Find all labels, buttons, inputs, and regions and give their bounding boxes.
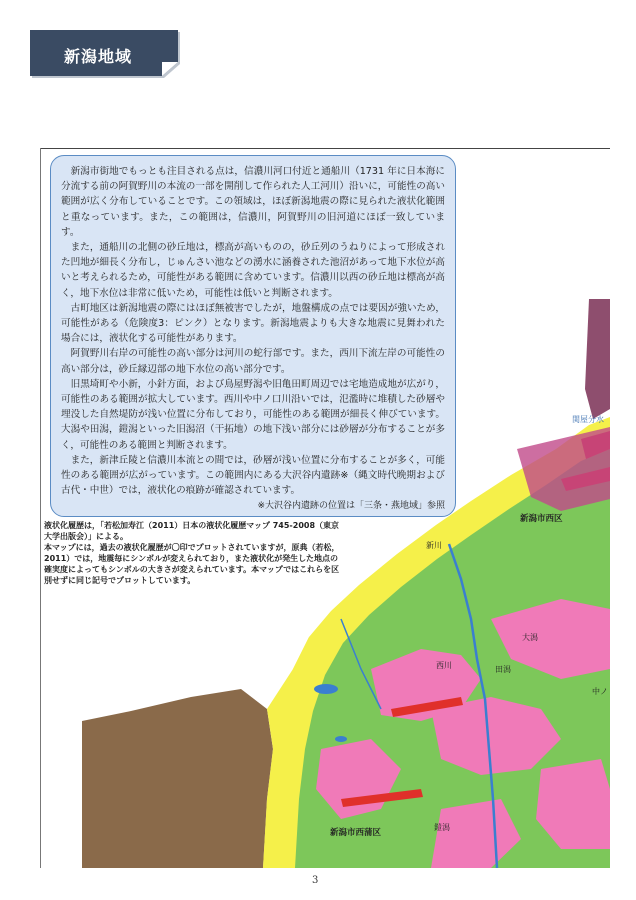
- section-banner: [30, 30, 182, 80]
- label-yoroigata: 鎧潟: [434, 823, 450, 832]
- paragraph: 旧黒埼町や小新，小針方面，および鳥屋野潟や旧亀田町周辺では宅地造成地が広がり，可能性のある範囲が拡大しています。西川や中ノ口川沿いでは，氾濫時に堆積した砂層や埋没した自然堤防が浅い位置に分布しており，可能性のある範囲が細長く伸びています。大潟や田潟，鎧潟といった旧潟沼（干拓地）の地下浅い部分には砂層が分布することが多く，可能性のある範囲と判断されます。: [61, 378, 445, 451]
- label-agano-bunsui: 関屋分水: [572, 415, 604, 424]
- label-nakanokuchi: 中ノ: [592, 687, 608, 696]
- caption-line: 確実度によってもシンボルの大きさが変えられています。本マップではこれらを区: [44, 565, 340, 574]
- caption-line: 別せずに同じ記号でプロットしています。: [44, 576, 196, 585]
- label-nishi-ku: 新潟市西区: [520, 514, 563, 524]
- caption-line: 大学出版会）」による。: [44, 532, 128, 541]
- label-tagata: 田潟: [495, 665, 511, 674]
- map-dark-zone: [585, 299, 610, 419]
- label-shinkawa: 新川: [426, 541, 442, 550]
- section-title: 新潟地域: [64, 47, 133, 66]
- footnote: ※大沢谷内遺跡の位置は「三条・燕地域」参照: [257, 501, 445, 512]
- description-box: [50, 155, 456, 517]
- map-hill-brown: [82, 689, 273, 868]
- label-ogata: 大潟: [522, 633, 538, 642]
- caption-line: 本マップには，過去の液状化履歴が〇印でプロットされていますが，原典（若松，: [44, 543, 340, 552]
- paragraph: また，新津丘陵と信濃川本流との間では，砂層が浅い位置に分布することが多く，可能性のある範囲が広がっています。この範囲内にある大沢谷内遺跡※（縄文時代晩期および古代・中世）では，液状化の痕跡が確認されています。: [61, 454, 445, 497]
- caption-line: 2011）では，地震毎にシンボルが変えられており，また液状化が発生した地点の: [44, 554, 339, 563]
- label-nishikawa: 西川: [436, 661, 452, 670]
- caption-line: 液状化履歴は，「若松加寿江（2011）日本の液状化履歴マップ 745-2008（東京: [44, 521, 340, 530]
- map-lake-2: [335, 736, 347, 742]
- page-number: 3: [312, 875, 319, 886]
- map-lake-1: [314, 684, 338, 694]
- paragraph: また，通船川の北側の砂丘地は，標高が高いものの，砂丘列のうねりによって形成された凹地が細長く分布し，じゅんさい池などの湧水に涵養された池沼があって地下水位が高いと考えられるため，可能性がある範囲に含めています。信濃川以西の砂丘地は標高が高く，地下水位は非常に低いため，可能性は低いと判断されます。: [61, 242, 445, 299]
- paragraph: 新潟市街地でもっとも注目される点は，信濃川河口付近と通船川（1731 年に日本海に分流する前の阿賀野川の本流の一部を開削して作られた人工河川）沿いに，可能性の高い範囲が広く分布していることです。この領域は，ほぼ新潟地震の際に見られた液状化範囲と重なっています。また，この範囲は，信濃川，阿賀野川の旧河道にほぼ一致しています。: [61, 166, 445, 238]
- label-nishikan-ku: 新潟市西蒲区: [330, 828, 382, 838]
- map-caption: [44, 520, 384, 586]
- paragraph: 古町地区は新潟地震の際にはほぼ無被害でしたが，地盤構成の点では要因が強いため，可能性がある（危険度3：ピンク）となります。新潟地震よりも大きな地震に見舞われた場合には，液状化する可能性があります。: [61, 302, 445, 345]
- paragraph: 阿賀野川右岸の可能性の高い部分は河川の蛇行部です。また，西川下流左岸の可能性の高い部分は，砂丘縁辺部の地下水位の高い部分です。: [61, 348, 445, 375]
